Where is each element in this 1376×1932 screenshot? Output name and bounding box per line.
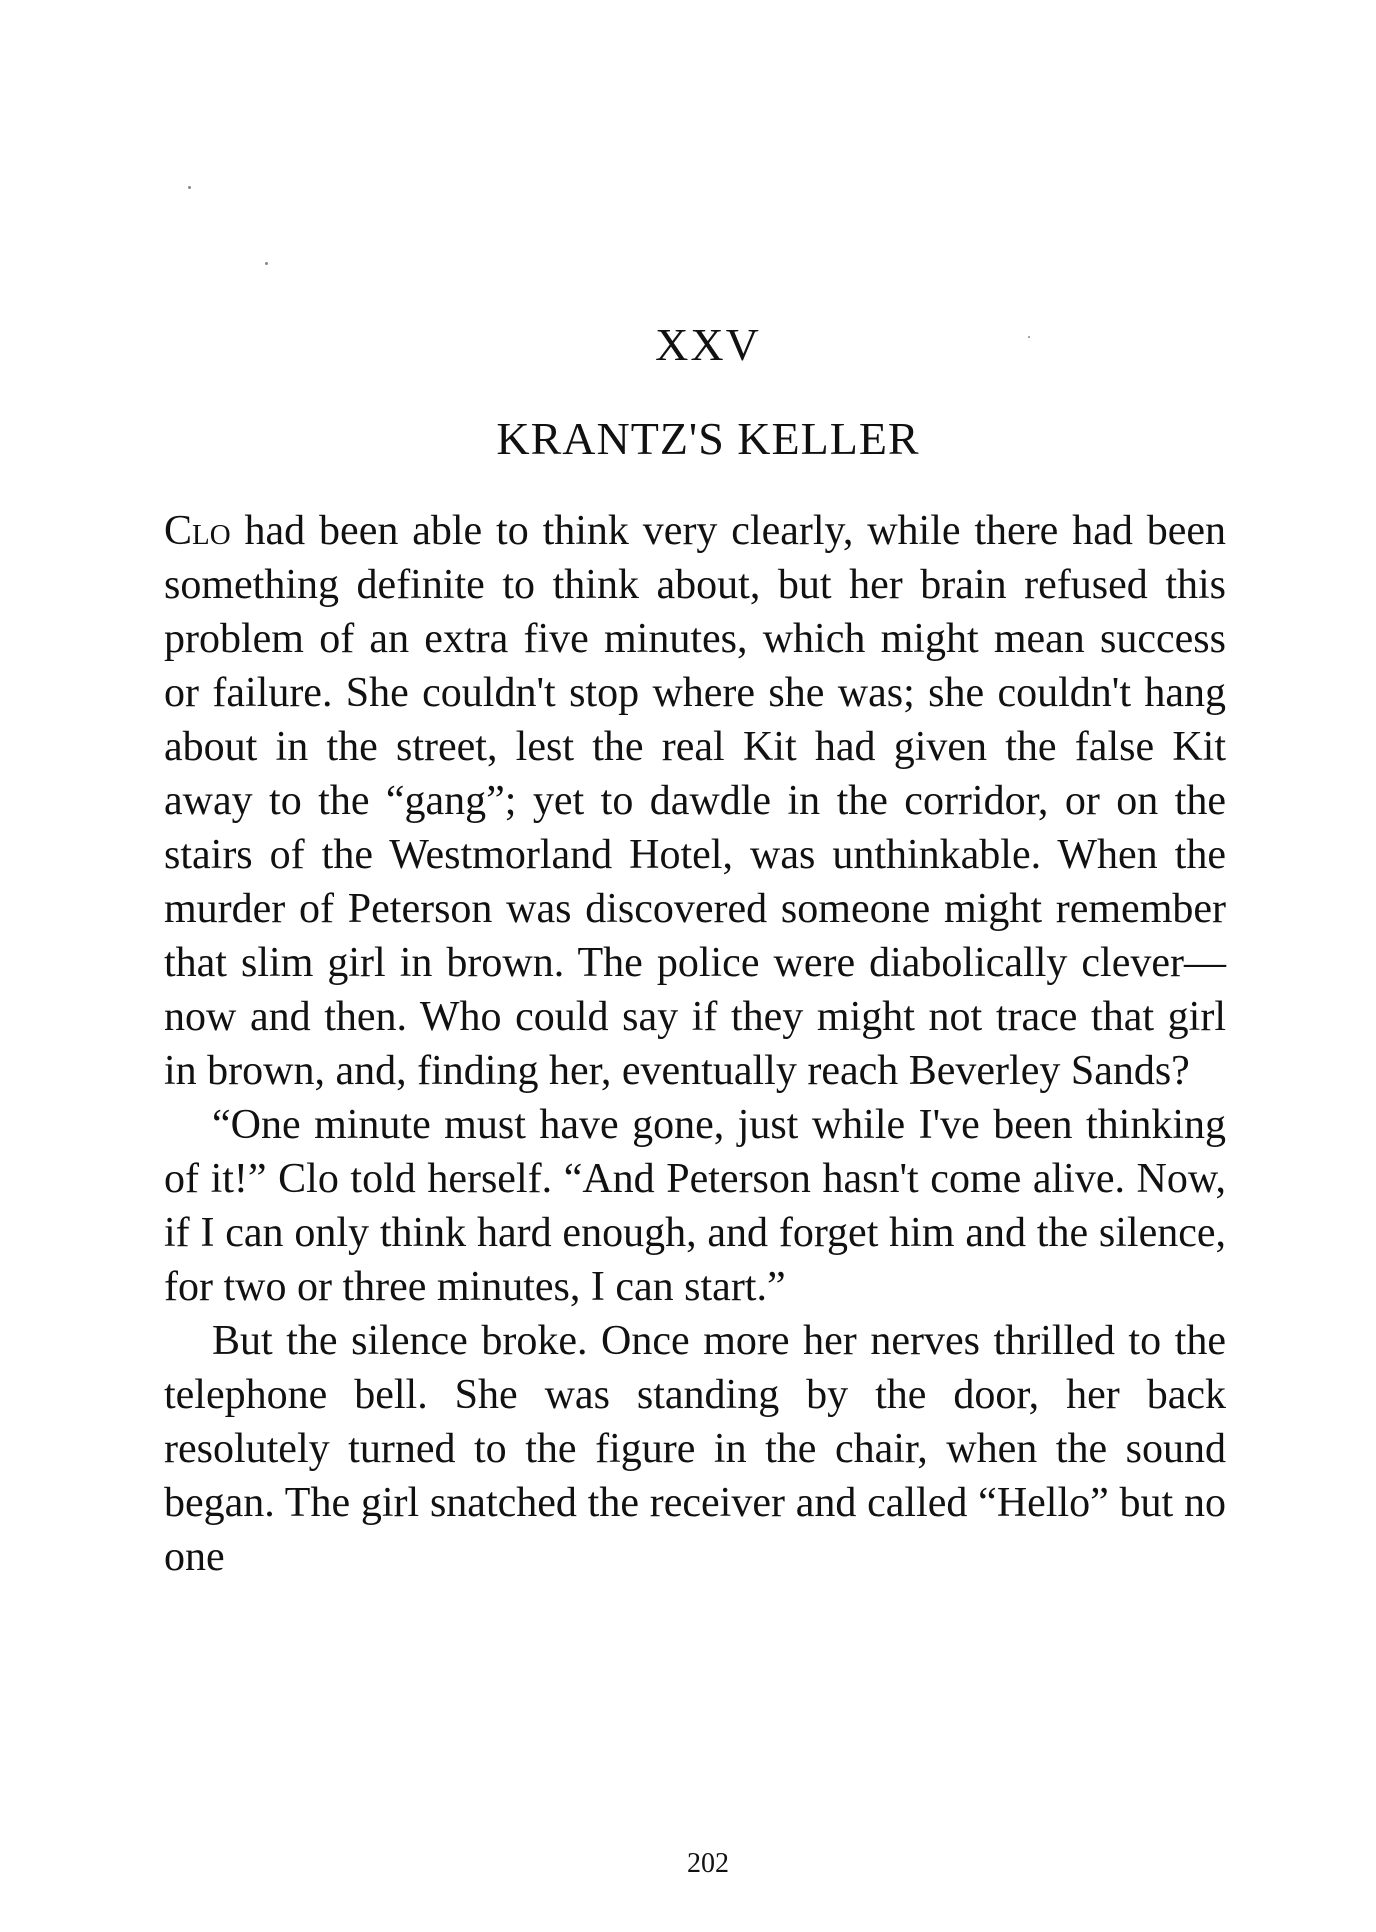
chapter-body <box>164 504 1226 1584</box>
paragraph-2: “One minute must have gone, just while I've been thinking of it!” Clo told herself. “And Peterson hasn't come alive. Now, if I can only think hard enough, and forget him and the silence, for two or three minutes, I can start.” <box>164 1102 1226 1310</box>
paragraph-1 <box>164 504 1226 1098</box>
paragraph-3: But the silence broke. Once more her nerves thrilled to the telephone bell. She was standing by the door, her back resolutely turned to the figure in the chair, when the sound began. The girl snatched the receiver and called “Hello” but no one <box>164 1318 1226 1580</box>
paper-speck <box>188 186 191 189</box>
page-number: 202 <box>687 1848 729 1879</box>
paragraph-1-small-caps-opening: Clo <box>164 508 231 554</box>
chapter-number: XXV <box>655 319 761 370</box>
paragraph-1-text: had been able to think very clearly, while there had been something definite to think about, but her brain refused this problem of an extra five minutes, which might mean success or failure. She couldn't stop where she was; she couldn't hang about in the street, lest the real Kit had given the false Kit away to the “gang”; yet to dawdle in the corridor, or on the stairs of the Westmorland Hotel, was unthinkable. When the murder of Peterson was discovered someone might remember that slim girl in brown. The police were diabolically clever—now and then. Who could say if they might not trace that girl in brown, and, finding her, eventually reach Beverley Sands? <box>164 508 1226 1094</box>
paper-speck <box>265 262 268 265</box>
chapter-title: KRANTZ'S KELLER <box>496 413 920 464</box>
